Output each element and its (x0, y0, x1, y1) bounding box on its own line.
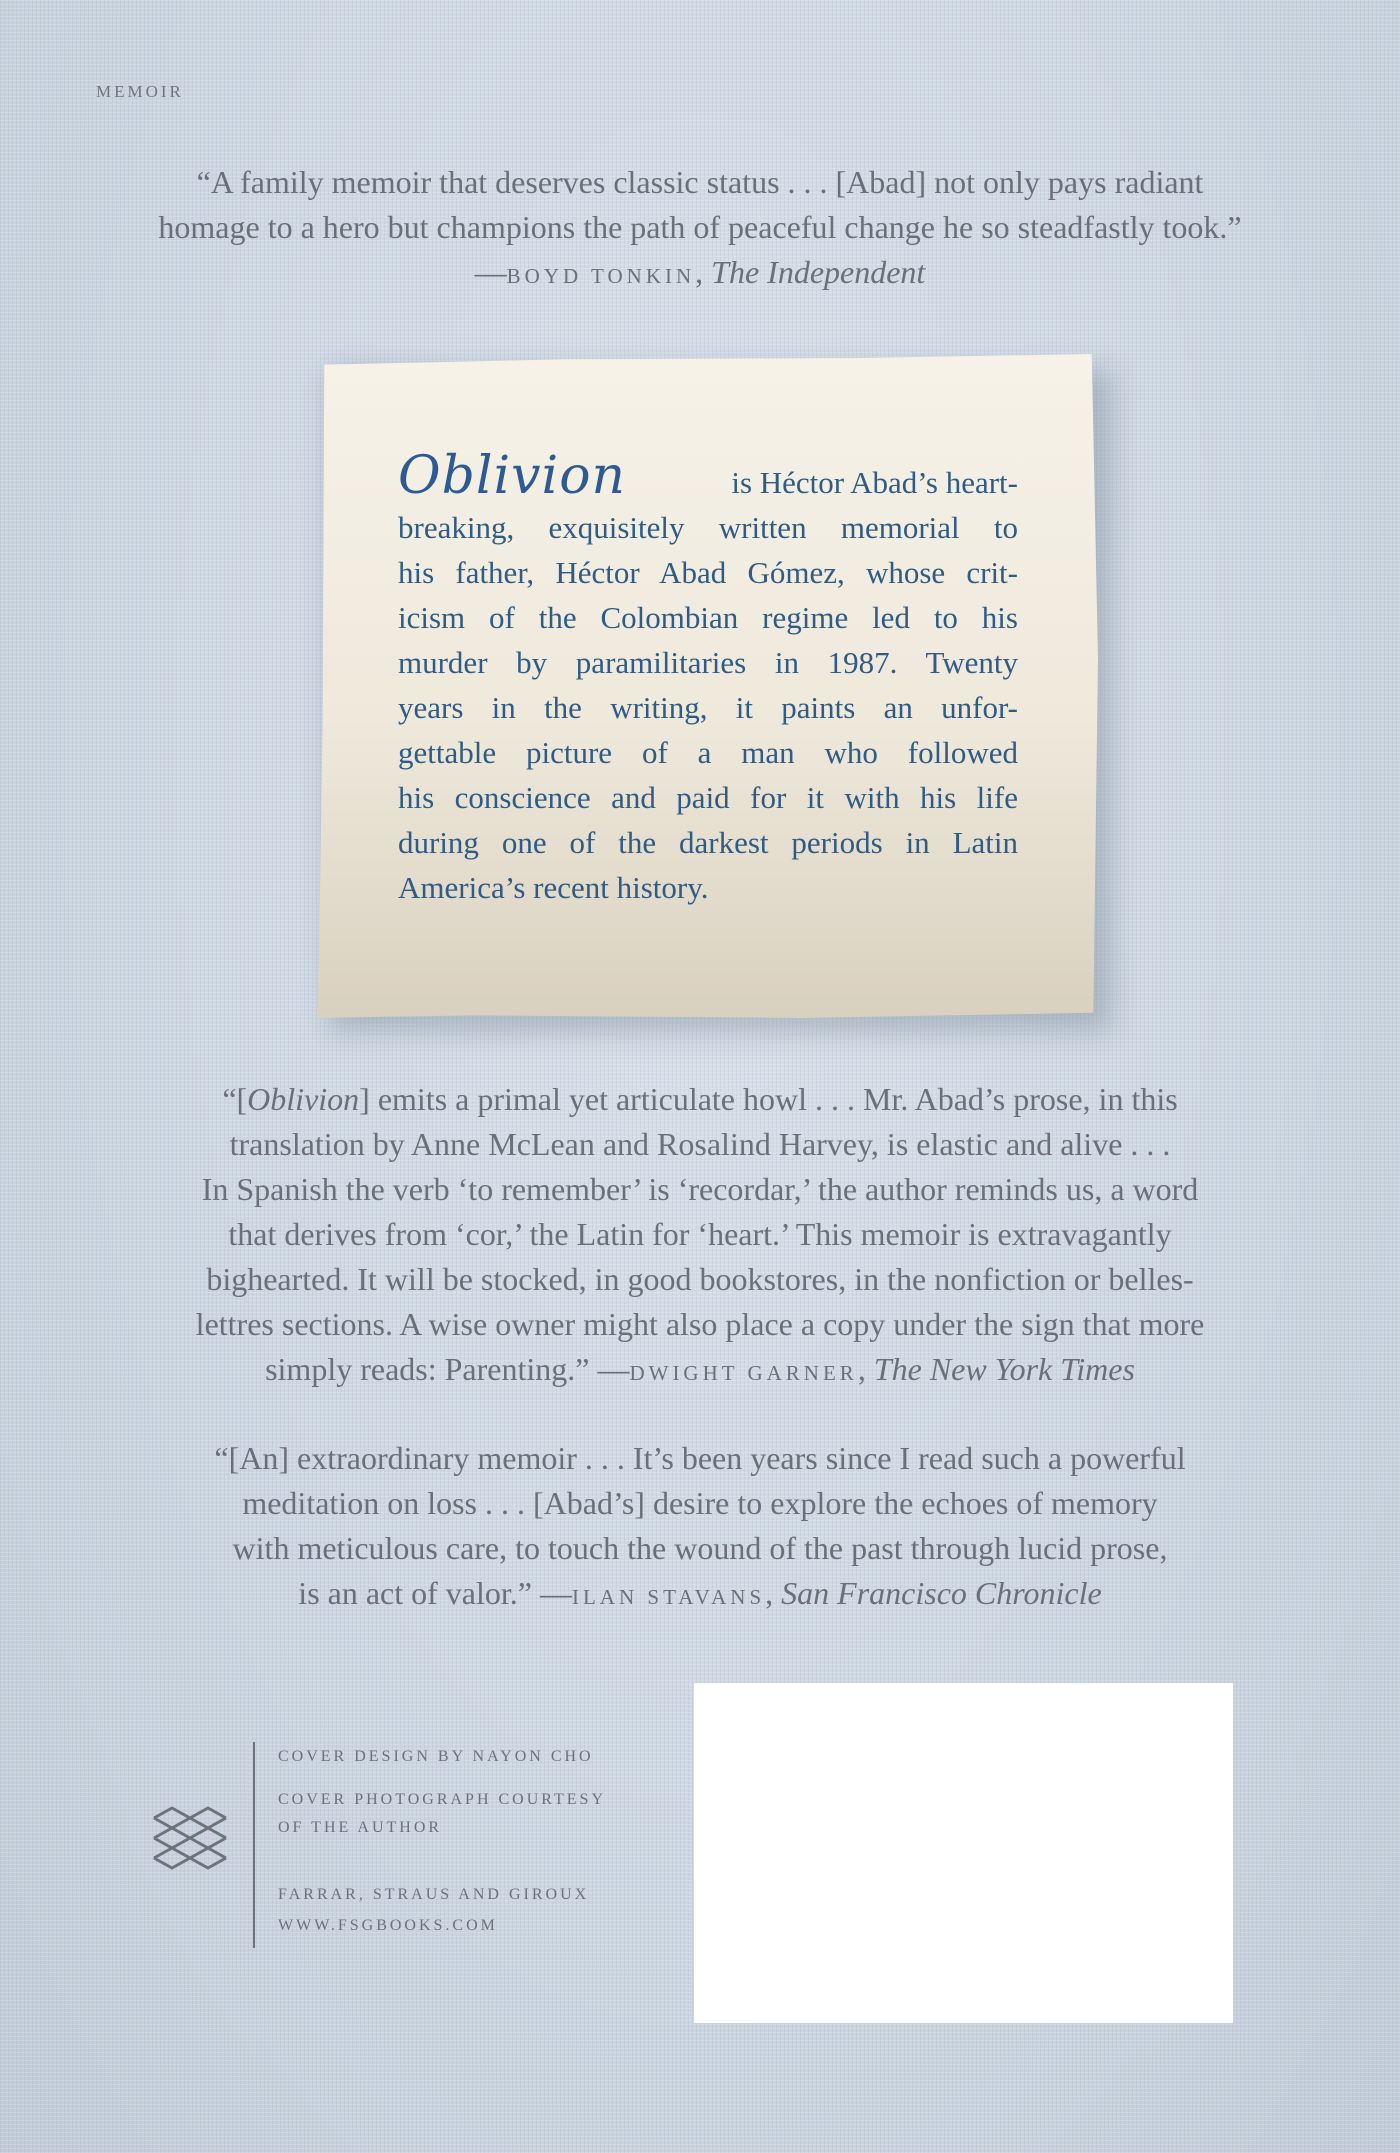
quote-line: bighearted. It will be stocked, in good bookstores, in the nonfiction or belles- (206, 1261, 1194, 1297)
quote-line: “A family memoir that deserves classic status . . . [Abad] not only pays radiant (196, 164, 1204, 200)
synopsis-line: years in the writing, it paints an unfor- (398, 690, 1018, 725)
attribution-separator: , (765, 1575, 782, 1611)
publisher-name: FARRAR, STRAUS AND GIROUX (278, 1886, 590, 1903)
synopsis-line: breaking, exquisitely written memorial to (398, 510, 1018, 545)
quote-line: “[An] extraordinary memoir . . . It’s been years since I read such a powerful (214, 1440, 1186, 1476)
synopsis-line: his conscience and paid for it with his life (398, 780, 1018, 815)
synopsis-line: is Héctor Abad’s heart- (731, 465, 1018, 500)
quote-line: lettres sections. A wise owner might also place a copy under the sign that more (195, 1306, 1205, 1342)
quote-line (60, 1077, 1340, 1122)
cover-design-credit: COVER DESIGN BY NAYON CHO (278, 1748, 594, 1765)
synopsis-first-line (398, 446, 1018, 506)
handwritten-title: Oblivion (398, 446, 626, 506)
review-quote-independent (60, 160, 1340, 299)
review-quote-nyt (60, 1077, 1340, 1396)
attribution-dash: — (474, 254, 507, 290)
quote-publication: The New York Times (873, 1351, 1135, 1387)
quote-book-title: Oblivion (247, 1081, 360, 1117)
publisher-website: WWW.FSGBOOKS.COM (278, 1917, 498, 1934)
quote-attribution (60, 1571, 1340, 1620)
quote-attribution (60, 250, 1340, 299)
quote-author: ILAN STAVANS (571, 1585, 766, 1609)
attribution-separator: , (857, 1351, 874, 1387)
quote-line: translation by Anne McLean and Rosalind Harvey, is elastic and alive . . . (229, 1126, 1171, 1162)
quote-last-line: is an act of valor.” — (298, 1575, 572, 1611)
quote-line: that derives from ‘cor,’ the Latin for ‘heart.’ This memoir is extravagantly (228, 1216, 1172, 1252)
synopsis-line: gettable picture of a man who followed (398, 735, 1018, 770)
cover-photo-credit-line1: COVER PHOTOGRAPH COURTESY (278, 1791, 606, 1808)
attribution-separator: , (695, 254, 712, 290)
quote-author: BOYD TONKIN (506, 264, 696, 288)
quote-line: with meticulous care, to touch the wound of the past through lucid prose, (232, 1530, 1168, 1566)
fsg-fish-logo-icon (150, 1800, 232, 1876)
quote-line: homage to a hero but champions the path of peaceful change he so steadfastly took.” (158, 209, 1242, 245)
credits-divider (253, 1742, 255, 1948)
quote-attribution (60, 1347, 1340, 1396)
quote-author: DWIGHT GARNER (629, 1361, 858, 1385)
synopsis-note-card (318, 354, 1098, 1018)
quote-line: In Spanish the verb ‘to remember’ is ‘recordar,’ the author reminds us, a word (201, 1171, 1199, 1207)
synopsis-line: during one of the darkest periods in Latin (398, 825, 1018, 860)
quote-line-rest: ] emits a primal yet articulate howl . . . Mr. Abad’s prose, in this (359, 1081, 1178, 1117)
synopsis-line: America’s recent history. (398, 870, 709, 905)
synopsis-text (398, 446, 1018, 910)
synopsis-line: murder by paramilitaries in 1987. Twenty (398, 645, 1018, 680)
genre-label: MEMOIR (96, 82, 184, 101)
synopsis-line: icism of the Colombian regime led to his (398, 600, 1018, 635)
barcode-placeholder (694, 1683, 1233, 2023)
cover-photo-credit-line2: OF THE AUTHOR (278, 1819, 443, 1836)
synopsis-line: his father, Héctor Abad Gómez, whose crit- (398, 555, 1018, 590)
quote-last-line: simply reads: Parenting.” — (265, 1351, 630, 1387)
quote-publication: The Independent (711, 254, 926, 290)
quote-open: “[ (222, 1081, 248, 1117)
quote-line: meditation on loss . . . [Abad’s] desire to explore the echoes of memory (242, 1485, 1158, 1521)
review-quote-sf-chronicle (60, 1436, 1340, 1620)
quote-publication: San Francisco Chronicle (781, 1575, 1102, 1611)
